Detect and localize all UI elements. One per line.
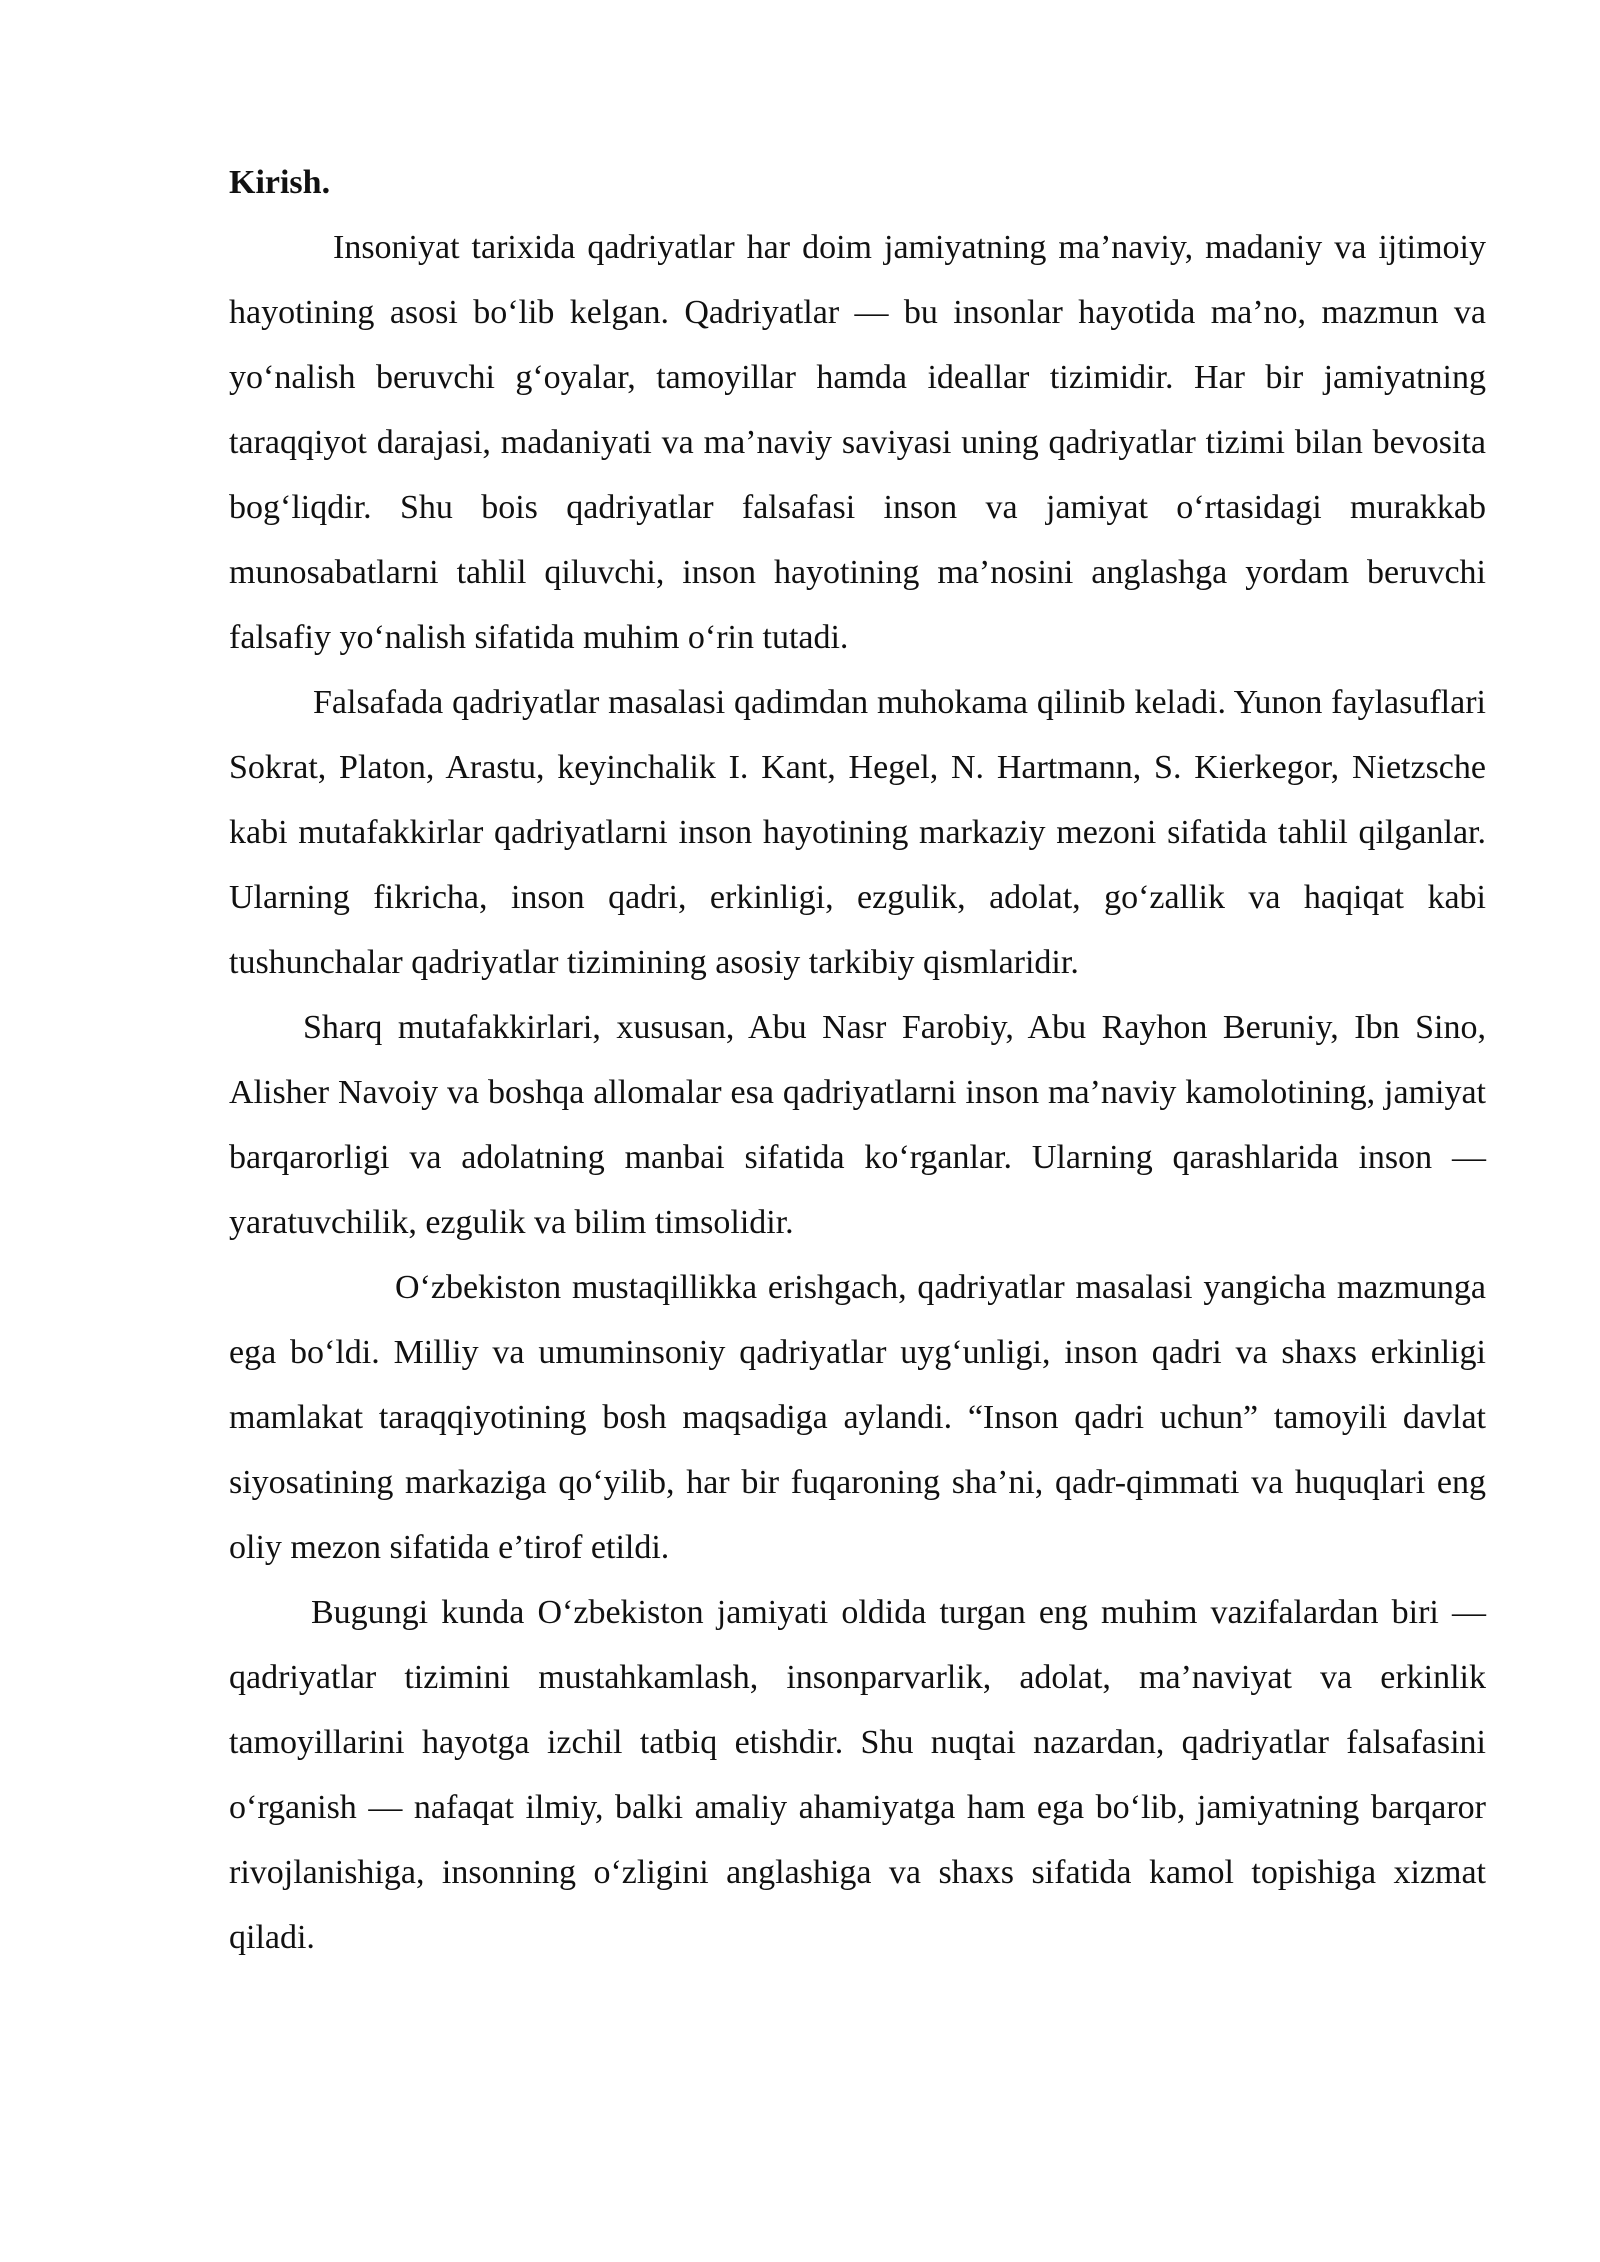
section-heading: Kirish. [229,164,331,201]
paragraph-3: Sharq mutafakkirlari, xususan, Abu Nasr Farobiy, Abu Rayhon Beruniy, Ibn Sino, Alisher Navoiy va boshqa allomalar esa qadriyatlarni inson ma’naviy kamolotining, jamiyat barqarorligi va adolatning manbai sifatida ko‘rganlar. Ularning qarashlarida inson — yaratuvchilik, ezgulik va bilim timsolidir. [229,1009,1486,1241]
document-body [229,150,1486,1970]
paragraph-5: Bugungi kunda O‘zbekiston jamiyati oldida turgan eng muhim vazifalardan biri — qadriyatlar tizimini mustahkamlash, insonparvarlik, adolat, ma’naviyat va erkinlik tamoyillarini hayotga izchil tatbiq etishdir. Shu nuqtai nazardan, qadriyatlar falsafasini o‘rganish — nafaqat ilmiy, balki amaliy ahamiyatga ham ega bo‘lib, jamiyatning barqaror rivojlanishiga, insonning o‘zligini anglashiga va shaxs sifatida kamol topishiga xizmat qiladi. [229,1594,1486,1956]
paragraph-1: Insoniyat tarixida qadriyatlar har doim jamiyatning ma’naviy, madaniy va ijtimoiy hayotining asosi bo‘lib kelgan. Qadriyatlar — bu insonlar hayotida ma’no, mazmun va yo‘nalish beruvchi g‘oyalar, tamoyillar hamda ideallar tizimidir. Har bir jamiyatning taraqqiyot darajasi, madaniyati va ma’naviy saviyasi uning qadriyatlar tizimi bilan bevosita bog‘liqdir. Shu bois qadriyatlar falsafasi inson va jamiyat o‘rtasidagi murakkab munosabatlarni tahlil qiluvchi, inson hayotining ma’nosini anglashga yordam beruvchi falsafiy yo‘nalish sifatida muhim o‘rin tutadi. [229,229,1486,656]
paragraph-2: Falsafada qadriyatlar masalasi qadimdan muhokama qilinib keladi. Yunon faylasuflari Sokrat, Platon, Arastu, keyinchalik I. Kant, Hegel, N. Hartmann, S. Kierkegor, Nietzsche kabi mutafakkirlar qadriyatlarni inson hayotining markaziy mezoni sifatida tahlil qilganlar. Ularning fikricha, inson qadri, erkinligi, ezgulik, adolat, go‘zallik va haqiqat kabi tushunchalar qadriyatlar tizimining asosiy tarkibiy qismlaridir. [229,684,1486,981]
paragraph-4: O‘zbekiston mustaqillikka erishgach, qadriyatlar masalasi yangicha mazmunga ega bo‘ldi. Milliy va umuminsoniy qadriyatlar uyg‘unligi, inson qadri va shaxs erkinligi mamlakat taraqqiyotining bosh maqsadiga aylandi. “Inson qadri uchun” tamoyili davlat siyosatining markaziga qo‘yilib, har bir fuqaroning sha’ni, qadr-qimmati va huquqlari eng oliy mezon sifatida e’tirof etildi. [229,1269,1486,1566]
